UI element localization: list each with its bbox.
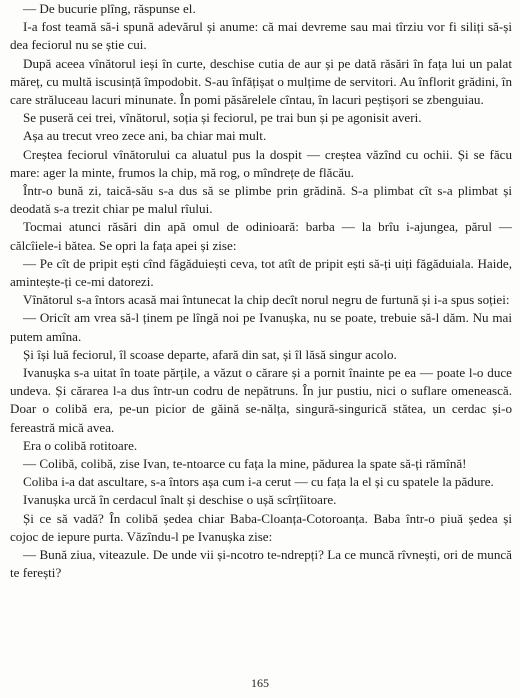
paragraph: Tocmai atunci răsări din apă omul de odinioară: barba — la brîu i-ajungea, părul — călcîiele-i bătea. Se opri la fața apei și zise: bbox=[10, 219, 512, 253]
paragraph: — Colibă, colibă, zise Ivan, te-ntoarce cu fața la mine, pădurea la spate să-ți rămînă! bbox=[23, 456, 467, 472]
paragraph: Coliba i-a dat ascultare, s-a întors așa cum i-a cerut — cu fața la el și cu spatele la pădure. bbox=[23, 474, 494, 490]
paragraph: Se puseră cei trei, vînătorul, soția și feciorul, pe trai bun și pe agonisit averi. bbox=[23, 110, 422, 126]
paragraph: — Oricît am vrea să-l ținem pe lîngă noi pe Ivanușka, nu se poate, trebuie să-l dăm. Nu mai putem amîna. bbox=[10, 310, 512, 344]
paragraph: Vînătorul s-a întors acasă mai întunecat la chip decît norul negru de furtună și i-a spus soției: bbox=[23, 292, 510, 308]
page-number: 165 bbox=[251, 676, 269, 690]
paragraph: Ivanușka s-a uitat în toate părțile, a văzut o cărare și a pornit înainte pe ea — poate l-o duce undeva. Și cărarea l-a dus într-un codru de nepătruns. În jur pustiu, nici o suflare omenească. Doar o colibă era, pe-un picior de găină se-nălța, singură-singurică stătea, un cerdac și-o fereastră mică avea. bbox=[10, 365, 512, 435]
paragraph: Creștea feciorul vînătorului ca aluatul pus la dospit — creștea văzînd cu ochii. Și se făcu mare: ager la minte, frumos la chip, mă rog, o mîndrețe de flăcău. bbox=[10, 146, 512, 180]
paragraph: Ivanușka urcă în cerdacul înalt și deschise o ușă scîrțîitoare. bbox=[23, 492, 337, 508]
paragraph: — Bună ziua, viteazule. De unde vii și-ncotro te-ndrepți? La ce muncă rîvnești, ori de muncă te ferești? bbox=[10, 547, 512, 581]
paragraph: Era o colibă rotitoare. bbox=[23, 437, 138, 453]
paragraph: După aceea vînătorul ieși în curte, deschise cutia de aur și pe dată răsări în fața lui un palat măreț, cu multă iscusință împodobit. S-au înfățișat o mulțime de servitori. Au înflorit grădini, în care străluceau lacuri minunate. În pomi păsărelele cîntau, în lacuri peștișori se zbenguiau. bbox=[10, 55, 512, 108]
paragraph: I-a fost teamă să-i spună adevărul și anume: că mai devreme sau mai tîrziu vor fi siliți să-și dea feciorul nu se știe cui. bbox=[10, 19, 512, 53]
paragraph: — Pe cît de pripit ești cînd făgăduiești ceva, tot atît de pripit ești să-ți uiți făgăduiala. Haide, amintește-ți ce-mi datorezi. bbox=[10, 255, 512, 290]
paragraph: — De bucurie plîng, răspunse el. bbox=[23, 1, 196, 16]
paragraph: Și ce să vadă? În colibă ședea chiar Baba-Cloanța-Cotoroanța. Baba într-o piuă ședea și cojoc de iepure purta. Văzîndu-l pe Ivanușka zise: bbox=[10, 510, 512, 544]
paragraph: Și își luă feciorul, îl scoase departe, afară din sat, și îl lăsă singur acolo. bbox=[23, 346, 397, 362]
page-body bbox=[10, 0, 512, 583]
paragraph: Într-o bună zi, taică-său s-a dus să se plimbe prin grădină. S-a plimbat cît s-a plimbat și deodată s-a trezit chiar pe malul rîului. bbox=[10, 183, 512, 217]
paragraph: Așa au trecut vreo zece ani, ba chiar mai mult. bbox=[23, 128, 267, 144]
